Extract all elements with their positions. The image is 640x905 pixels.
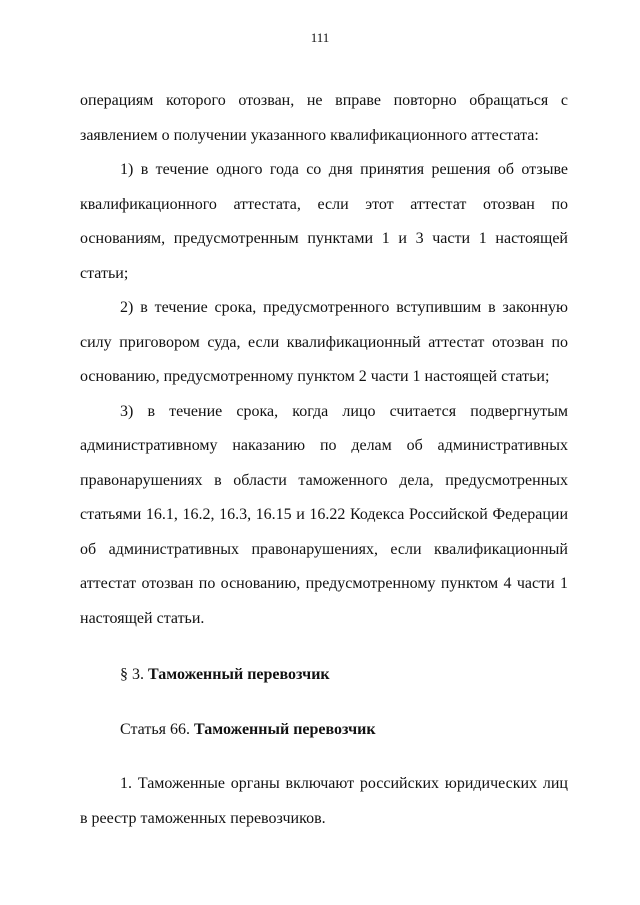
list-item-2: 2) в течение срока, предусмотренного вступившим в законную силу приговором суда, если квалификационный аттестат отозван по основанию, предусмотренному пунктом 2 части 1 настоящей статьи; [80,299,568,385]
article-prefix: Статья 66. [120,720,190,738]
section-prefix: § 3. [120,666,144,683]
article-title: Таможенный перевозчик [193,720,376,738]
paragraph-continuation: операциям которого отозван, не вправе повторно обращаться с заявлением о получении указанного квалификационного аттестата: [80,92,568,144]
document-body [80,84,568,836]
page-number: 111 [310,30,330,45]
list-item-3: 3) в течение срока, когда лицо считается подвергнутым административному наказанию по делам об административных правонарушениях в области таможенного дела, предусмотренных статьями 16.1, 16.2, 16.3, 16.15 и 16.22 Кодекса Российской Федерации об административных правонарушениях, если квалификационный аттестат отозван по основанию, предусмотренному пунктом 4 части 1 настоящей статьи. [80,402,568,627]
section-heading [80,658,568,693]
article-heading [80,713,568,748]
section-title: Таможенный перевозчик [148,666,330,683]
list-item-1: 1) в течение одного года со дня принятия решения об отзыве квалификационного аттестата, если этот аттестат отозван по основаниям, предусмотренным пунктами 1 и 3 части 1 настоящей статьи; [80,161,568,282]
article-paragraph-1: 1. Таможенные органы включают российских юридических лиц в реестр таможенных перевозчиков. [80,775,568,827]
